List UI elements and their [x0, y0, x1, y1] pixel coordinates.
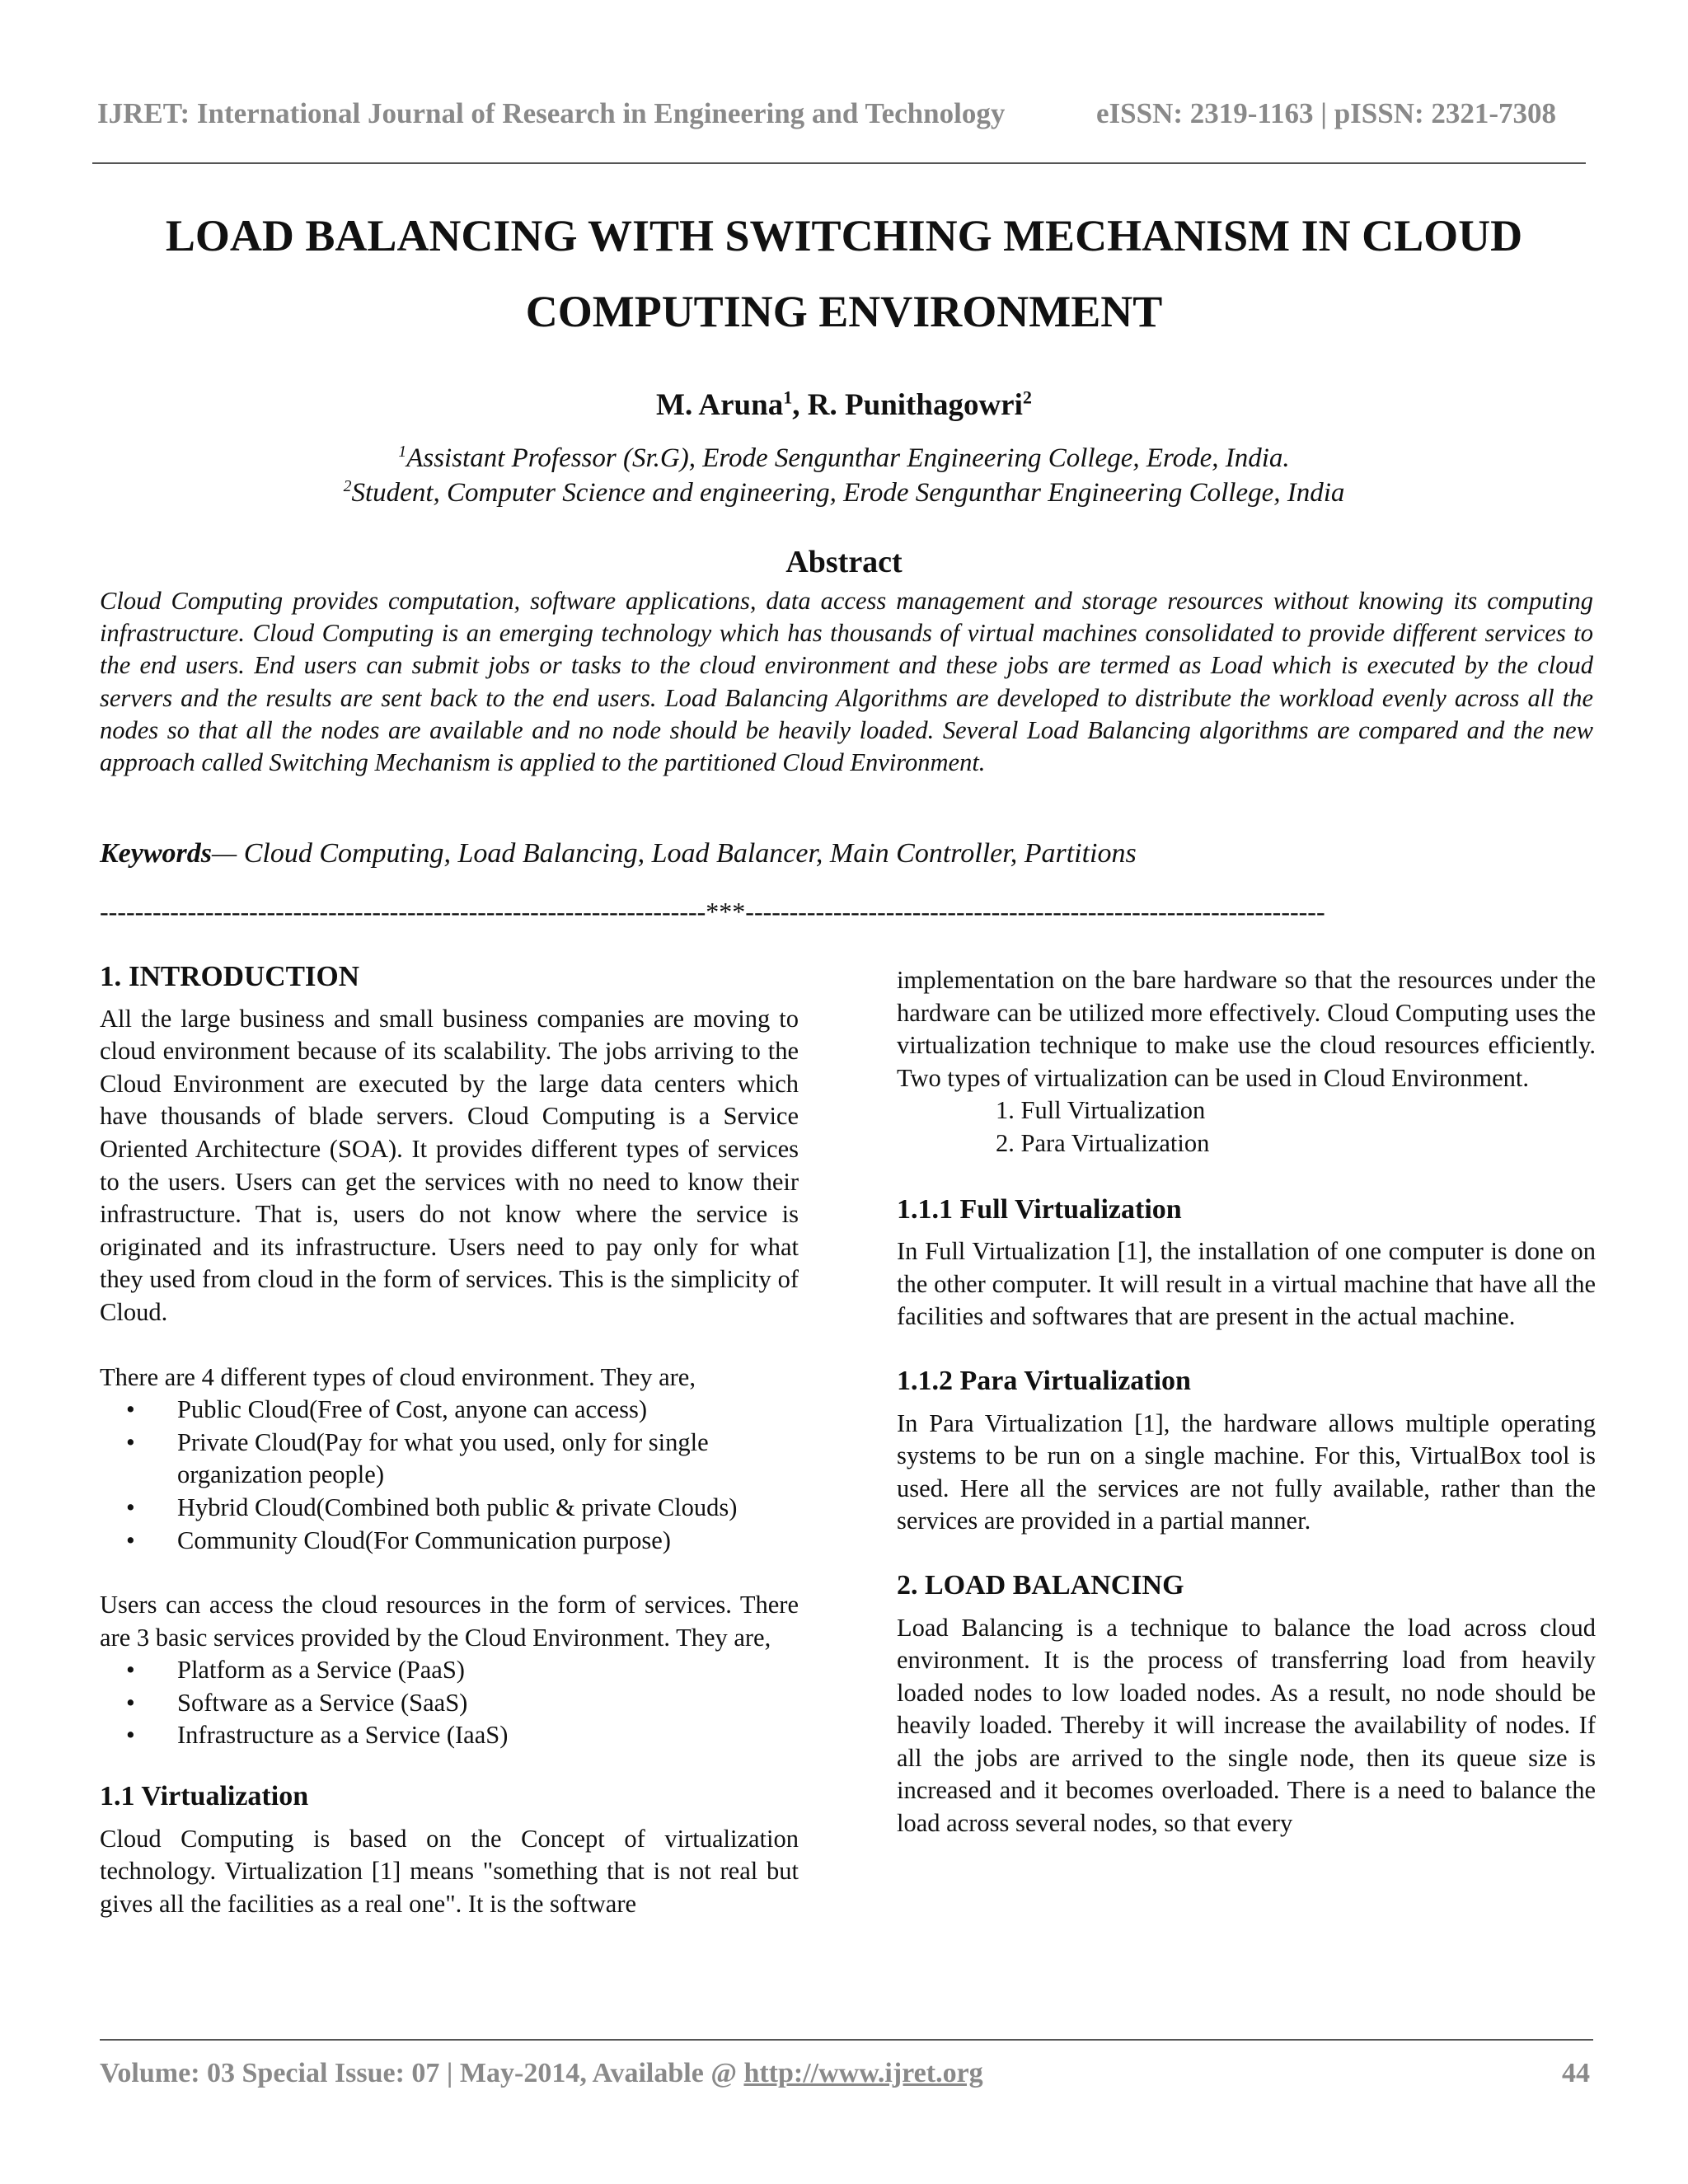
- intro-paragraph-2: There are 4 different types of cloud environment. They are,: [100, 1362, 696, 1391]
- list-item: [100, 1394, 799, 1427]
- virtualization-continued: implementation on the bare hardware so that the resources under the hardware can be utilized more effectively. Cloud Computing uses the virtualization technique to make use the cloud resources efficiently. Two types of virtualization can be used in Cloud Environment.: [897, 966, 1596, 1092]
- intro-heading: 1. INTRODUCTION: [100, 960, 360, 992]
- intro-paragraph-1: All the large business and small business companies are moving to cloud environment because of its scalability. The jobs arriving to the Cloud Environment are executed by the large data centers which have thousands of blade servers. Cloud Computing is a Service Oriented Architecture (SOA). It provides different types of services to the users. Users can get the services with no need to know their infrastructure. That is, users do not know where the service is originated and its infrastructure. Users need to pay only for what they used from cloud in the form of services. This is the simplicity of Cloud.: [100, 1004, 799, 1326]
- para-virtualization-paragraph: In Para Virtualization [1], the hardware allows multiple operating systems to be run on a single machine. For this, VirtualBox tool is used. Here all the services are not fully available, rather than the services are provided in a partial manner.: [897, 1408, 1596, 1535]
- list-item: [100, 1687, 799, 1720]
- keywords-text: — Cloud Computing, Load Balancing, Load Balancer, Main Controller, Partitions: [212, 838, 1137, 869]
- list-item: [100, 1492, 799, 1525]
- author-sep: ,: [792, 388, 808, 422]
- page-number: 44: [1562, 2058, 1590, 2088]
- list-item-text: Hybrid Cloud(Combined both public & private Clouds): [177, 1493, 738, 1521]
- list-item-text: Infrastructure as a Service (IaaS): [177, 1721, 509, 1750]
- load-balancing-paragraph: Load Balancing is a technique to balance the load across cloud environment. It is the process of transferring load from heavily loaded nodes to low loaded nodes. As a result, no node should be heavily loaded. Thereby it will increase the availability of nodes. If all the jobs are arrived to the single node, then its queue size is increased and it becomes overloaded. There is a need to balance the load across several nodes, so that every: [897, 1613, 1596, 1838]
- affiliation-1-text: Assistant Professor (Sr.G), Erode Sengunthar Engineering College, Erode, India.: [406, 443, 1290, 473]
- affiliation-2: [0, 478, 1688, 509]
- bullet-icon: •: [126, 1526, 135, 1554]
- abstract-body: Cloud Computing provides computation, software applications, data access management and storage resources without knowing its computing infrastructure. Cloud Computing is an emerging technology which has thousands of virtual machines consolidated to provide different services to the end users. End users can submit jobs or tasks to the cloud environment and these jobs are termed as Load which is executed by the cloud servers and the results are sent back to the end users. Load Balancing Algorithms are developed to distribute the workload evenly across all the nodes so that all the nodes are available and no node should be heavily loaded. Several Load Balancing algorithms are compared and the new approach called Switching Mechanism is applied to the partitioned Cloud Environment.: [100, 587, 1593, 777]
- journal-header: IJRET: International Journal of Research in Engineering and Technology: [97, 97, 1006, 129]
- services-list: [100, 1654, 799, 1752]
- paper-title: [82, 198, 1606, 349]
- virtualization-paragraph: Cloud Computing is based on the Concept of virtualization technology. Virtualization [1] means "something that is not real but gives all the facilities as a real one". It is the software: [100, 1824, 799, 1918]
- load-balancing-heading: 2. LOAD BALANCING: [897, 1569, 1184, 1601]
- list-item-text: Software as a Service (SaaS): [177, 1688, 468, 1717]
- abstract-heading: Abstract: [785, 545, 903, 579]
- list-item-text: Community Cloud(For Communication purpose): [177, 1526, 671, 1554]
- list-item: [100, 1719, 799, 1752]
- footer-volume: [100, 2058, 983, 2089]
- full-virtualization-heading: 1.1.1 Full Virtualization: [897, 1193, 1182, 1225]
- section-separator: ---------------------------------------------------------------------***------------------------------------------------------------------: [100, 897, 1325, 926]
- affiliation-2-text: Student, Computer Science and engineering, Erode Sengunthar Engineering College, India: [351, 478, 1345, 508]
- keywords-label: Keywords: [100, 838, 212, 869]
- title-line-1: LOAD BALANCING WITH SWITCHING MECHANISM IN CLOUD: [165, 211, 1523, 260]
- list-item: [100, 1525, 799, 1558]
- bullet-icon: •: [126, 1395, 135, 1424]
- bullet-icon: •: [126, 1493, 135, 1521]
- affiliation-1: [0, 443, 1688, 474]
- author-2: R. Punithagowri: [807, 388, 1023, 422]
- para-virtualization-heading: 1.1.2 Para Virtualization: [897, 1365, 1191, 1396]
- bullet-icon: •: [126, 1656, 135, 1685]
- list-item-text: Platform as a Service (PaaS): [177, 1656, 465, 1685]
- bullet-icon: •: [126, 1688, 135, 1717]
- list-item-text: Private Cloud(Pay for what you used, only for single organization people): [177, 1427, 709, 1489]
- author-2-sup: 2: [1022, 387, 1032, 408]
- intro-paragraph-3: Users can access the cloud resources in the form of services. There are 3 basic services provided by the Cloud Environment. They are,: [100, 1591, 799, 1652]
- affiliation-1-sup: 1: [398, 443, 407, 461]
- authors: [0, 387, 1688, 423]
- affiliation-2-sup: 2: [343, 477, 352, 495]
- virt-type-2: 2. Para Virtualization: [996, 1128, 1210, 1157]
- footer-rule: [100, 2039, 1593, 2041]
- full-virtualization-paragraph: In Full Virtualization [1], the installation of one computer is done on the other computer. It will result in a virtual machine that have all the facilities and softwares that are present in the actual machine.: [897, 1237, 1596, 1331]
- footer-text: Volume: 03 Special Issue: 07 | May-2014, Available @: [100, 2058, 744, 2088]
- author-1-sup: 1: [783, 387, 793, 408]
- bullet-icon: •: [126, 1721, 135, 1750]
- list-item: [100, 1654, 799, 1687]
- title-line-2: COMPUTING ENVIRONMENT: [525, 287, 1163, 336]
- bullet-icon: •: [126, 1427, 135, 1456]
- left-column: [100, 960, 799, 1920]
- list-item-text: Public Cloud(Free of Cost, anyone can access): [177, 1395, 648, 1424]
- virt-type-1: 1. Full Virtualization: [996, 1096, 1206, 1125]
- list-item: [100, 1427, 799, 1492]
- journal-link[interactable]: http://www.ijret.org: [743, 2058, 983, 2088]
- keywords: [100, 838, 1593, 869]
- right-column: [897, 964, 1596, 1840]
- author-1: M. Aruna: [656, 388, 784, 422]
- header-rule: [92, 162, 1586, 164]
- cloud-types-list: [100, 1394, 799, 1557]
- virtualization-heading: 1.1 Virtualization: [100, 1781, 309, 1812]
- issn-header: eISSN: 2319-1163 | pISSN: 2321-7308: [1096, 97, 1557, 129]
